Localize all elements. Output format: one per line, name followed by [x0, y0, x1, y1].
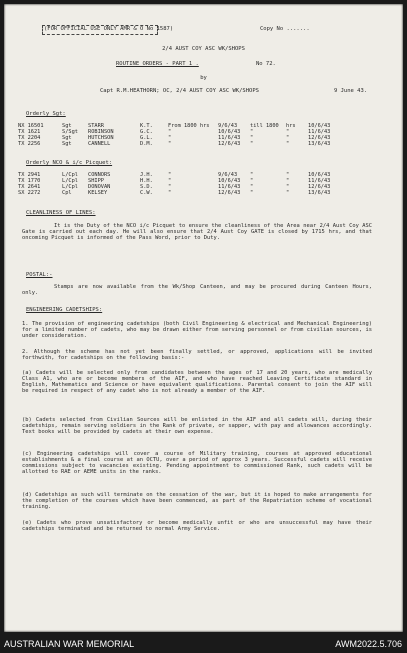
- roster-cell: ": [250, 135, 254, 141]
- roster-cell: 11/6/43: [308, 129, 331, 135]
- roster-cell: ROBINSON: [88, 129, 114, 135]
- roster-cell: Sgt: [62, 141, 72, 147]
- roster-cell: 13/6/43: [308, 141, 331, 147]
- roster-cell: ": [250, 190, 254, 196]
- orders-title: ROUTINE ORDERS - PART 1 .: [116, 61, 199, 67]
- roster-cell: ": [286, 135, 290, 141]
- roster-cell: J.H.: [140, 172, 153, 178]
- roster-cell: SHIPP: [88, 178, 104, 184]
- roster-cell: H.H.: [140, 178, 153, 184]
- roster-cell: ": [168, 141, 172, 147]
- roster-cell: CANNELL: [88, 141, 111, 147]
- roster-cell: G.C.: [140, 129, 153, 135]
- roster-cell: STARR: [88, 123, 104, 129]
- roster-cell: NX 16501: [18, 123, 44, 129]
- postal-text: Stamps are now available from the Wk/Shop Canteen, and may be procured during Canteen Hours, only.: [22, 284, 372, 297]
- roster-row: [18, 190, 340, 196]
- orderly-nco-table: [18, 172, 340, 196]
- roster-cell: ": [286, 178, 290, 184]
- roster-cell: From 1800 hrs: [168, 123, 210, 129]
- orders-number: No 72.: [256, 61, 276, 67]
- roster-cell: C.W.: [140, 190, 153, 196]
- roster-cell: HUTCHSON: [88, 135, 114, 141]
- roster-cell: ": [250, 129, 254, 135]
- roster-cell: 9/6/43: [218, 172, 238, 178]
- postal-heading: POSTAL:-: [26, 272, 53, 278]
- roster-cell: S/Sgt: [62, 129, 78, 135]
- orderly-sgt-table: [18, 123, 340, 147]
- roster-cell: 12/6/43: [308, 184, 331, 190]
- roster-cell: 11/6/43: [218, 135, 241, 141]
- roster-cell: ": [168, 135, 172, 141]
- orders-date: 9 June 43.: [334, 88, 368, 94]
- official-use-label: (FOR OFFICIAL USE ONLY AMR & O No 1587): [44, 26, 174, 32]
- roster-cell: TX 1770: [18, 178, 41, 184]
- cadetships-para-d: (d) Cadetships as such will terminate on the cessation of the war, but it is hoped to make arrangements for the completion of the courses which have been commenced, as part of the Repatriation scheme of vocational training.: [22, 492, 372, 511]
- roster-cell: ": [168, 172, 172, 178]
- roster-cell: ": [286, 190, 290, 196]
- archive-reference: AWM2022.5.706: [335, 639, 402, 649]
- roster-cell: 12/6/43: [218, 190, 241, 196]
- cadetships-para-2: 2. Although the scheme has not yet been finally settled, or approved, applications will be invited forthwith, for cadetships on the following basis:-: [22, 349, 372, 362]
- roster-cell: D.M.: [140, 141, 153, 147]
- roster-row: [18, 141, 340, 147]
- roster-cell: Sgt: [62, 135, 72, 141]
- roster-cell: ": [168, 190, 172, 196]
- roster-cell: TX 2204: [18, 135, 41, 141]
- roster-cell: TX 2256: [18, 141, 41, 147]
- orderly-sgt-heading: Orderly Sgt:: [26, 111, 66, 117]
- roster-cell: Cpl: [62, 190, 72, 196]
- roster-cell: ": [250, 184, 254, 190]
- cadetships-para-c: (c) Engineering cadetships will cover a course of Military training, courses at approved educational establishments & a final course at an OCTU, over a period of approx 3 years. Successful cadets will receive commissions subject to vacancies existing. Pending appointment to commissioned Rank, such cadets will be allotted to RAE or AEME units in the ranks.: [22, 451, 372, 476]
- roster-cell: ": [168, 129, 172, 135]
- roster-cell: 12/6/43: [218, 141, 241, 147]
- roster-cell: 11/6/43: [308, 178, 331, 184]
- roster-cell: hrs: [286, 123, 296, 129]
- roster-cell: 10/6/43: [308, 123, 331, 129]
- roster-cell: 9/6/43: [218, 123, 238, 129]
- roster-cell: ": [168, 184, 172, 190]
- roster-cell: L/Cpl: [62, 184, 78, 190]
- roster-cell: ": [168, 178, 172, 184]
- cadetships-para-1: 1. The provision of engineering cadetships (both Civil Engineering & electrical and Mechanical Engineering) for a limited number of cadets, who may be drawn either from serving personnel or from civilian sources, is under consideration.: [22, 321, 372, 340]
- orders-by: by: [200, 75, 207, 81]
- roster-cell: ": [286, 141, 290, 147]
- orders-author: Capt R.M.HEATHORN; OC, 2/4 AUST COY ASC WK/SHOPS: [100, 88, 259, 94]
- roster-cell: TX 2941: [18, 172, 41, 178]
- roster-cell: DONOVAN: [88, 184, 111, 190]
- roster-cell: ": [250, 172, 254, 178]
- roster-cell: ": [286, 129, 290, 135]
- roster-cell: L/Cpl: [62, 178, 78, 184]
- roster-cell: till 1800: [250, 123, 279, 129]
- roster-cell: 11/6/43: [218, 184, 241, 190]
- roster-cell: 12/6/43: [308, 135, 331, 141]
- roster-cell: SX 2272: [18, 190, 41, 196]
- roster-cell: TX 2641: [18, 184, 41, 190]
- archive-footer: [0, 636, 407, 653]
- roster-cell: ": [286, 184, 290, 190]
- roster-cell: 10/6/43: [218, 178, 241, 184]
- roster-cell: ": [286, 172, 290, 178]
- cadetships-para-e: (e) Cadets who prove unsatisfactory or become medically unfit or who are unsuccessful may have their cadetships terminated and be returned to normal Army Service.: [22, 520, 372, 533]
- roster-cell: 13/6/43: [308, 190, 331, 196]
- cadetships-para-a: (a) Cadets will be selected only from candidates between the ages of 17 and 20 years, who are medically Class A1, who are or become members of the AIF, and who have reached Leaving Certificate standard in English, Mathematics and Science or have equivalent qualifications. Parental consent to join the AIF will be required in respect of any cadet who is not already a member of the AIF.: [22, 370, 372, 395]
- roster-cell: 10/6/43: [308, 172, 331, 178]
- roster-cell: K.T.: [140, 123, 153, 129]
- copy-number: Copy No .......: [260, 26, 310, 32]
- orderly-nco-heading: Orderly NCO & i/c Picquet:: [26, 160, 113, 166]
- roster-cell: 10/6/43: [218, 129, 241, 135]
- roster-cell: TX 1621: [18, 129, 41, 135]
- roster-cell: L/Cpl: [62, 172, 78, 178]
- cadetships-para-b: (b) Cadets selected from Civilian Sources will be enlisted in the AIF and all cadets will, during their cadetships, remain serving soldiers in the Rank of private, or sapper, with pay and allowances accordingly. Text books will be provided by cadets at their own expense.: [22, 417, 372, 436]
- roster-cell: ": [250, 141, 254, 147]
- roster-cell: Sgt: [62, 123, 72, 129]
- cadetships-heading: ENGINEERING CADETSHIPS:: [26, 307, 103, 313]
- roster-cell: CONNORS: [88, 172, 111, 178]
- cleanliness-text: It is the Duty of the NCO i/c Picquet to ensure the cleanliness of the Area near 2/4 Aust Coy ASC Gate is carried out each day. He will also ensure that 2/4 Aust Coy GATE is closed by 1715 hrs, and that oncoming Picquet is informed of the Pass Word, prior to Duty.: [22, 223, 372, 242]
- roster-cell: ": [250, 178, 254, 184]
- roster-cell: KELSEY: [88, 190, 108, 196]
- roster-cell: G.L.: [140, 135, 153, 141]
- archive-name: AUSTRALIAN WAR MEMORIAL: [4, 639, 135, 649]
- cleanliness-heading: CLEANLINESS OF LINES:: [26, 210, 96, 216]
- document-sheet: [4, 4, 403, 632]
- unit-name: 2/4 AUST COY ASC WK/SHOPS: [162, 46, 245, 52]
- roster-cell: S.D.: [140, 184, 153, 190]
